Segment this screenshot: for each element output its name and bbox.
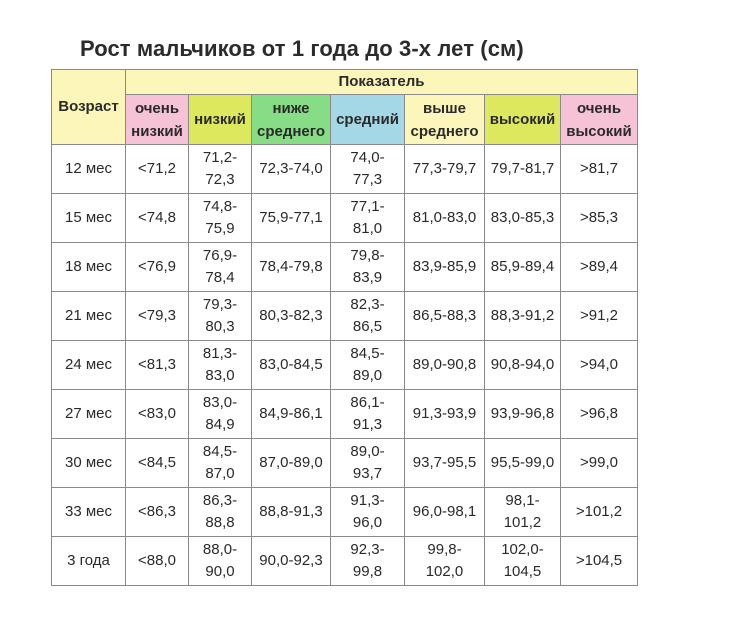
value-cell-low xyxy=(189,390,252,439)
value-cell-low xyxy=(189,194,252,243)
value-text: 96,0-98,1 xyxy=(412,503,477,520)
value-text: 83,0-84,5 xyxy=(259,356,323,373)
value-text: 74,8- xyxy=(202,198,238,215)
value-text: 82,3- xyxy=(350,296,385,313)
value-text: 88,0- xyxy=(202,541,238,558)
category-label-line1: низкий xyxy=(194,111,246,128)
value-cell-low xyxy=(189,243,252,292)
value-text: 96,0 xyxy=(352,514,383,531)
value-text: 88,3-91,2 xyxy=(490,307,555,324)
value-text: 84,5- xyxy=(202,443,238,460)
value-cell-high xyxy=(485,145,561,194)
value-cell-above-average xyxy=(405,292,485,341)
growth-table xyxy=(51,69,638,586)
value-cell-average xyxy=(331,292,405,341)
value-cell-very-low xyxy=(126,488,189,537)
value-text: 93,7 xyxy=(352,465,383,482)
value-cell-above-average xyxy=(405,439,485,488)
value-cell-very-high xyxy=(561,488,638,537)
value-text: 74,0- xyxy=(350,149,385,166)
value-cell-average xyxy=(331,488,405,537)
value-cell-very-low xyxy=(126,145,189,194)
value-cell-below-average xyxy=(252,390,331,439)
value-cell-very-low xyxy=(126,243,189,292)
age-cell: 15 мес xyxy=(52,194,126,243)
value-text: 89,0 xyxy=(352,367,383,384)
value-text: 88,8-91,3 xyxy=(259,503,323,520)
value-cell-average xyxy=(331,341,405,390)
value-text: 71,2- xyxy=(202,149,238,166)
value-text: <79,3 xyxy=(138,307,176,324)
value-text: <83,0 xyxy=(138,405,176,422)
value-text: >99,0 xyxy=(580,454,618,471)
value-cell-above-average xyxy=(405,537,485,586)
value-cell-low xyxy=(189,537,252,586)
value-cell-average xyxy=(331,145,405,194)
value-text: 78,4-79,8 xyxy=(259,258,323,275)
value-text: <81,3 xyxy=(138,356,176,373)
value-text: >101,2 xyxy=(575,503,623,520)
value-cell-very-high xyxy=(561,341,638,390)
value-text: 77,3-79,7 xyxy=(412,160,477,177)
value-text: >89,4 xyxy=(580,258,618,275)
value-cell-very-low xyxy=(126,341,189,390)
value-text: 102,0- xyxy=(501,541,544,558)
value-text: 95,5-99,0 xyxy=(490,454,555,471)
value-cell-low xyxy=(189,439,252,488)
value-cell-very-high xyxy=(561,439,638,488)
value-text: 93,7-95,5 xyxy=(412,454,477,471)
value-text: 80,3-82,3 xyxy=(259,307,323,324)
category-header-above-average xyxy=(405,95,485,145)
value-text: <76,9 xyxy=(138,258,176,275)
age-column-header: Возраст xyxy=(52,70,126,145)
category-header-average xyxy=(331,95,405,145)
value-text: 101,2 xyxy=(503,514,542,531)
value-text: >96,8 xyxy=(580,405,618,422)
page-title: Рост мальчиков от 1 года до 3-х лет (см) xyxy=(80,36,524,61)
value-cell-above-average xyxy=(405,488,485,537)
value-text: 78,4 xyxy=(205,269,235,286)
value-cell-very-high xyxy=(561,145,638,194)
value-text: 91,3 xyxy=(352,416,383,433)
value-text: 83,9 xyxy=(352,269,383,286)
value-cell-very-high xyxy=(561,194,638,243)
age-cell: 18 мес xyxy=(52,243,126,292)
value-text: 76,9- xyxy=(202,247,238,264)
value-text: 79,8- xyxy=(350,247,385,264)
value-cell-high xyxy=(485,439,561,488)
value-cell-below-average xyxy=(252,243,331,292)
value-cell-high xyxy=(485,194,561,243)
value-cell-very-high xyxy=(561,243,638,292)
value-cell-below-average xyxy=(252,145,331,194)
value-cell-high xyxy=(485,390,561,439)
value-cell-above-average xyxy=(405,243,485,292)
value-text: <71,2 xyxy=(138,160,176,177)
value-text: 72,3 xyxy=(205,171,235,188)
value-cell-below-average xyxy=(252,194,331,243)
category-label-line1: средний xyxy=(336,111,399,128)
value-cell-high xyxy=(485,243,561,292)
age-cell: 27 мес xyxy=(52,390,126,439)
value-cell-very-low xyxy=(126,390,189,439)
age-cell: 21 мес xyxy=(52,292,126,341)
value-cell-high xyxy=(485,341,561,390)
value-text: 80,3 xyxy=(205,318,235,335)
value-text: 86,3- xyxy=(202,492,238,509)
value-text: 90,0-92,3 xyxy=(259,552,323,569)
value-cell-very-low xyxy=(126,537,189,586)
value-text: 99,8 xyxy=(352,563,383,580)
value-text: <74,8 xyxy=(138,209,176,226)
value-text: 91,3-93,9 xyxy=(412,405,477,422)
value-text: >81,7 xyxy=(580,160,618,177)
value-cell-high xyxy=(485,292,561,341)
value-text: 98,1- xyxy=(505,492,540,509)
value-text: 87,0-89,0 xyxy=(259,454,323,471)
table-row xyxy=(52,243,638,292)
table-row xyxy=(52,341,638,390)
value-text: 83,0 xyxy=(205,367,235,384)
table-row xyxy=(52,537,638,586)
value-text: 84,9 xyxy=(205,416,235,433)
value-cell-low xyxy=(189,292,252,341)
category-label-line1: очень xyxy=(576,99,622,117)
category-label-line1: высокий xyxy=(489,111,556,128)
value-text: 83,0-85,3 xyxy=(490,209,555,226)
table-row xyxy=(52,439,638,488)
value-text: >94,0 xyxy=(580,356,618,373)
value-text: 81,3- xyxy=(202,345,238,362)
value-cell-average xyxy=(331,439,405,488)
value-text: 75,9 xyxy=(205,220,235,237)
value-cell-low xyxy=(189,488,252,537)
category-label-line1: выше xyxy=(423,99,466,117)
value-cell-low xyxy=(189,145,252,194)
category-header-below-average xyxy=(252,95,331,145)
value-cell-low xyxy=(189,341,252,390)
age-cell: 3 года xyxy=(52,537,126,586)
age-cell: 33 мес xyxy=(52,488,126,537)
value-text: >104,5 xyxy=(575,552,623,569)
category-label-line1: ниже xyxy=(272,99,310,117)
category-header-very-high xyxy=(561,95,638,145)
category-header-low xyxy=(189,95,252,145)
value-text: 90,8-94,0 xyxy=(490,356,555,373)
category-label-line2: низкий xyxy=(131,122,183,140)
value-text: 87,0 xyxy=(205,465,235,482)
value-cell-above-average xyxy=(405,194,485,243)
value-cell-high xyxy=(485,488,561,537)
value-text: 104,5 xyxy=(503,563,542,580)
value-text: 84,9-86,1 xyxy=(259,405,323,422)
table-row xyxy=(52,145,638,194)
value-cell-very-high xyxy=(561,292,638,341)
category-label-line2: среднего xyxy=(410,122,479,140)
value-text: 99,8- xyxy=(427,541,462,558)
value-text: 86,5-88,3 xyxy=(412,307,477,324)
indicator-group-header: Показатель xyxy=(126,70,638,95)
value-text: >85,3 xyxy=(580,209,618,226)
value-cell-very-low xyxy=(126,439,189,488)
value-cell-very-low xyxy=(126,292,189,341)
value-text: <84,5 xyxy=(138,454,176,471)
value-text: <86,3 xyxy=(138,503,176,520)
value-cell-average xyxy=(331,537,405,586)
value-text: 81,0-83,0 xyxy=(412,209,477,226)
table-row xyxy=(52,488,638,537)
age-cell: 30 мес xyxy=(52,439,126,488)
value-text: 83,9-85,9 xyxy=(412,258,477,275)
value-text: 93,9-96,8 xyxy=(490,405,555,422)
value-cell-below-average xyxy=(252,537,331,586)
value-cell-below-average xyxy=(252,488,331,537)
table-row xyxy=(52,194,638,243)
value-text: 88,8 xyxy=(205,514,235,531)
value-text: 83,0- xyxy=(202,394,238,411)
category-header-very-low xyxy=(126,95,189,145)
table-row xyxy=(52,292,638,341)
value-text: 92,3- xyxy=(350,541,385,558)
value-text: 91,3- xyxy=(350,492,385,509)
value-text: 72,3-74,0 xyxy=(259,160,323,177)
age-cell: 24 мес xyxy=(52,341,126,390)
value-cell-above-average xyxy=(405,390,485,439)
value-text: 79,7-81,7 xyxy=(490,160,555,177)
value-cell-above-average xyxy=(405,341,485,390)
value-cell-above-average xyxy=(405,145,485,194)
value-text: 84,5- xyxy=(350,345,385,362)
table-row xyxy=(52,390,638,439)
value-text: 86,1- xyxy=(350,394,385,411)
value-text: >91,2 xyxy=(580,307,618,324)
value-cell-very-high xyxy=(561,390,638,439)
value-text: <88,0 xyxy=(138,552,176,569)
value-cell-below-average xyxy=(252,439,331,488)
value-cell-average xyxy=(331,194,405,243)
value-text: 77,1- xyxy=(350,198,385,215)
value-text: 81,0 xyxy=(352,220,383,237)
value-text: 102,0 xyxy=(425,563,464,580)
category-label-line2: высокий xyxy=(566,122,632,140)
value-text: 77,3 xyxy=(352,171,383,188)
category-label-line2: среднего xyxy=(257,122,325,140)
value-text: 90,0 xyxy=(205,563,235,580)
category-label-line1: очень xyxy=(134,99,180,117)
value-cell-below-average xyxy=(252,341,331,390)
value-text: 85,9-89,4 xyxy=(490,258,555,275)
value-text: 75,9-77,1 xyxy=(259,209,323,226)
age-cell: 12 мес xyxy=(52,145,126,194)
value-cell-high xyxy=(485,537,561,586)
value-text: 79,3- xyxy=(202,296,238,313)
value-text: 89,0-90,8 xyxy=(412,356,477,373)
category-header-high xyxy=(485,95,561,145)
value-text: 86,5 xyxy=(352,318,383,335)
value-cell-below-average xyxy=(252,292,331,341)
value-text: 89,0- xyxy=(350,443,385,460)
value-cell-very-low xyxy=(126,194,189,243)
value-cell-very-high xyxy=(561,537,638,586)
value-cell-average xyxy=(331,243,405,292)
value-cell-average xyxy=(331,390,405,439)
